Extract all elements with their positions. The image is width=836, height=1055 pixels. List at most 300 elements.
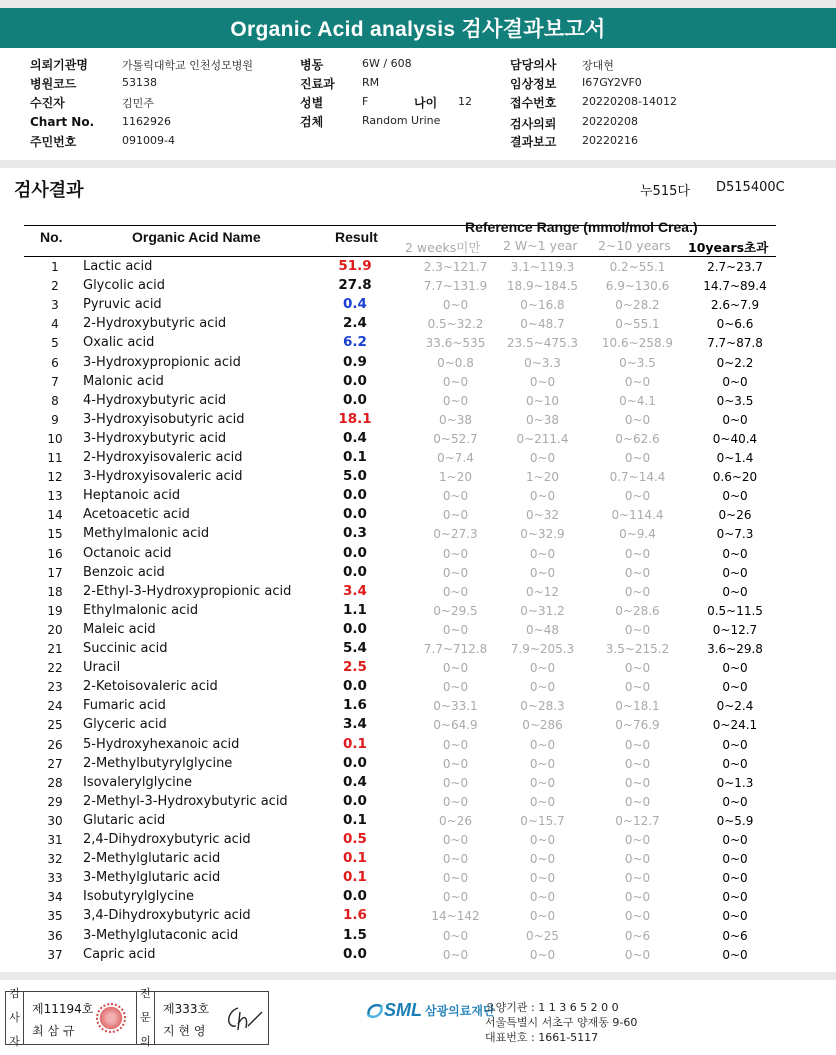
- row-acid-name: 3-Methylglutaconic acid: [83, 927, 239, 943]
- row-range-over-10y: 0~40.4: [712, 431, 758, 446]
- row-no: 9: [51, 412, 59, 427]
- row-range-under-2-weeks: 0~0: [442, 928, 469, 943]
- row-range-2w-1y: 1~20: [526, 470, 559, 485]
- logo-mark-icon: [366, 1002, 384, 1020]
- row-no: 20: [47, 622, 63, 637]
- row-acid-name: 2-Hydroxyisovaleric acid: [83, 450, 243, 465]
- sml-logo: [366, 1000, 495, 1021]
- row-no: 21: [47, 642, 63, 656]
- table-row: [0, 449, 836, 468]
- row-range-2-10y: 6.9~130.6: [605, 279, 670, 294]
- row-range-2-10y: 0~0: [624, 546, 651, 561]
- row-range-over-10y: 0~0: [722, 756, 748, 771]
- report-footer: [0, 980, 836, 1055]
- row-no: 7: [51, 374, 59, 389]
- row-range-under-2-weeks: 0~0: [442, 298, 469, 313]
- table-row: [0, 812, 836, 831]
- row-range-2w-1y: 0~0: [529, 909, 556, 924]
- table-row: [0, 831, 836, 850]
- doctor-value: 장대현: [582, 59, 614, 72]
- row-acid-name: 2-Methylbutyrylglycine: [83, 755, 233, 771]
- row-result: 0.0: [343, 620, 367, 637]
- table-row: [0, 277, 836, 296]
- row-no: 6: [51, 355, 59, 370]
- row-range-over-10y: 0~12.7: [712, 622, 758, 637]
- patient-label: 수진자: [30, 96, 65, 110]
- row-range-2-10y: 0~0: [624, 756, 651, 771]
- row-result: 0.1: [343, 850, 367, 867]
- col-header-range-3: 2~10 years: [598, 238, 671, 253]
- row-range-over-10y: 0~0: [722, 737, 748, 752]
- row-range-over-10y: 0~0: [722, 890, 748, 905]
- row-result: 2.4: [343, 315, 367, 332]
- receipt-label: 접수번호: [510, 96, 557, 110]
- tester-label: 검 사 자: [6, 992, 24, 1044]
- row-range-2-10y: 0.7~14.4: [609, 470, 666, 485]
- row-range-under-2-weeks: 0~0: [442, 852, 469, 867]
- row-range-2-10y: 0~0: [624, 947, 651, 962]
- row-result: 0.0: [343, 487, 367, 504]
- logo-text: SML: [384, 1000, 422, 1020]
- row-no: 8: [51, 393, 59, 408]
- row-no: 28: [47, 775, 63, 790]
- hospital-code-label: 병원코드: [30, 77, 77, 91]
- row-no: 5: [51, 336, 59, 351]
- row-range-2w-1y: 0~32.9: [520, 527, 565, 542]
- row-no: 34: [47, 890, 63, 905]
- row-result: 2.5: [343, 659, 367, 676]
- row-range-2w-1y: 7.9~205.3: [510, 642, 575, 656]
- row-range-under-2-weeks: 0~0: [442, 565, 469, 580]
- row-range-over-10y: 0~2.4: [716, 699, 754, 714]
- specimen-value: Random Urine: [362, 114, 441, 127]
- row-acid-name: Octanoic acid: [83, 545, 172, 561]
- row-range-under-2-weeks: 0~0: [442, 508, 469, 523]
- row-range-2-10y: 0~0: [624, 871, 651, 886]
- row-result: 0.0: [343, 506, 367, 523]
- row-range-under-2-weeks: 0~0: [442, 775, 469, 790]
- row-range-2w-1y: 0~286: [522, 718, 563, 733]
- institution-label: 의뢰기관명: [30, 58, 88, 72]
- row-range-over-10y: 7.7~87.8: [707, 336, 763, 351]
- row-range-over-10y: 0.5~11.5: [707, 603, 763, 618]
- row-range-2w-1y: 0~0: [529, 794, 556, 809]
- table-row: [0, 946, 836, 965]
- row-range-2-10y: 0~0: [624, 489, 651, 504]
- row-result: 1.5: [343, 926, 367, 943]
- row-acid-name: 2-Ketoisovaleric acid: [83, 679, 218, 695]
- row-range-2-10y: 0~0: [624, 890, 651, 905]
- row-range-under-2-weeks: 0~0: [442, 622, 469, 637]
- row-result: 27.8: [338, 277, 372, 294]
- row-range-2w-1y: 0~0: [529, 947, 556, 962]
- row-range-under-2-weeks: 0~29.5: [433, 603, 478, 618]
- col-header-no: No.: [40, 229, 63, 245]
- table-row: [0, 525, 836, 544]
- row-range-2w-1y: 0~0: [529, 775, 556, 790]
- specialist-name: 지 현 영: [163, 1024, 206, 1038]
- row-acid-name: Pyruvic acid: [83, 297, 162, 313]
- report-date-label: 결과보고: [510, 135, 557, 149]
- row-no: 12: [47, 470, 63, 485]
- sex-value: F: [362, 95, 369, 108]
- row-acid-name: Isobutyrylglycine: [83, 889, 195, 905]
- patient-info: [0, 48, 836, 160]
- row-range-2w-1y: 0~0: [529, 661, 556, 676]
- row-range-under-2-weeks: 0~33.1: [433, 699, 478, 714]
- row-acid-name: Capric acid: [83, 946, 156, 962]
- row-range-under-2-weeks: 0~38: [439, 412, 472, 427]
- row-range-2w-1y: 0~15.7: [520, 813, 565, 828]
- row-acid-name: Glyceric acid: [83, 717, 167, 733]
- row-range-under-2-weeks: 7.7~131.9: [423, 279, 488, 294]
- table-row: [0, 411, 836, 430]
- phone: 대표번호 : 1661-5117: [485, 1031, 599, 1044]
- row-range-over-10y: 0~24.1: [712, 718, 758, 733]
- row-result: 3.4: [343, 582, 367, 599]
- row-result: 1.6: [343, 907, 367, 924]
- row-range-2w-1y: 0~0: [529, 489, 556, 504]
- row-range-2w-1y: 0~0: [529, 546, 556, 561]
- row-no: 23: [47, 680, 63, 695]
- row-range-2-10y: 0~3.5: [619, 355, 656, 370]
- row-range-under-2-weeks: 0~0: [442, 871, 469, 886]
- table-row: [0, 602, 836, 621]
- row-range-2w-1y: 0~0: [529, 680, 556, 695]
- row-result: 51.9: [338, 258, 372, 274]
- request-date-label: 검사의뢰: [510, 117, 557, 131]
- row-range-2w-1y: 3.1~119.3: [510, 260, 575, 274]
- row-range-2-10y: 0~0: [624, 852, 651, 867]
- section-title: 검사결과: [14, 180, 84, 201]
- row-range-under-2-weeks: 0~0: [442, 546, 469, 561]
- row-range-over-10y: 0~0: [722, 565, 748, 580]
- specimen-label: 검체: [300, 115, 324, 129]
- row-range-over-10y: 0~6: [722, 928, 748, 943]
- row-no: 26: [47, 737, 63, 752]
- row-result: 0.1: [343, 449, 367, 465]
- row-no: 4: [51, 317, 59, 332]
- report-code-1: 누515다: [640, 184, 690, 199]
- table-row: [0, 736, 836, 755]
- table-row: [0, 659, 836, 678]
- address: 서울특별시 서초구 양재동 9-60: [485, 1016, 638, 1029]
- table-row: [0, 334, 836, 353]
- row-range-2-10y: 0~0: [624, 412, 651, 427]
- row-range-2-10y: 0~9.4: [619, 527, 656, 542]
- row-range-2w-1y: 0~16.8: [520, 298, 565, 313]
- row-range-2-10y: 0~12.7: [615, 813, 660, 828]
- table-row: [0, 583, 836, 602]
- row-range-2-10y: 0~0: [624, 794, 651, 809]
- row-no: 29: [47, 794, 63, 809]
- row-range-under-2-weeks: 0~64.9: [433, 718, 478, 733]
- row-acid-name: 3-Hydroxybutyric acid: [83, 430, 227, 446]
- receipt-value: 20220208-14012: [582, 95, 677, 108]
- row-range-under-2-weeks: 0~0: [442, 947, 469, 962]
- row-no: 15: [47, 527, 63, 542]
- row-result: 0.9: [343, 353, 367, 370]
- results-section: [0, 168, 836, 972]
- row-range-over-10y: 2.7~23.7: [707, 260, 763, 274]
- table-row: [0, 888, 836, 907]
- row-result: 0.1: [343, 869, 367, 886]
- row-result: 0.0: [343, 945, 367, 962]
- row-acid-name: 3-Hydroxypropionic acid: [83, 354, 241, 370]
- row-range-2w-1y: 0~0: [529, 890, 556, 905]
- row-range-over-10y: 0~0: [722, 852, 748, 867]
- row-range-over-10y: 0~0: [722, 374, 748, 389]
- row-no: 35: [47, 909, 63, 924]
- request-date-value: 20220208: [582, 115, 638, 128]
- tester-name: 최 삼 규: [32, 1024, 75, 1038]
- col-header-range-4: 10years초과: [688, 240, 769, 255]
- row-acid-name: 2-Methylglutaric acid: [83, 851, 221, 867]
- table-row: [0, 315, 836, 334]
- row-range-over-10y: 0~5.9: [716, 813, 754, 828]
- signature-box: [5, 987, 269, 1048]
- row-range-over-10y: 0~0: [722, 871, 748, 886]
- row-range-over-10y: 0~0: [722, 909, 748, 924]
- row-range-under-2-weeks: 7.7~712.8: [423, 642, 488, 656]
- row-range-2-10y: 0~114.4: [611, 508, 664, 523]
- row-range-2-10y: 0~0: [624, 622, 651, 637]
- row-range-2w-1y: 0~25: [526, 928, 559, 943]
- row-range-2w-1y: 0~10: [526, 393, 559, 408]
- row-result: 0.4: [343, 429, 367, 446]
- table-row: [0, 564, 836, 583]
- row-no: 14: [47, 508, 63, 523]
- resident-no-label: 주민번호: [30, 135, 77, 149]
- row-range-under-2-weeks: 0~0: [442, 833, 469, 847]
- row-result: 1.1: [343, 601, 367, 618]
- doctor-label: 담당의사: [510, 58, 557, 72]
- row-range-under-2-weeks: 0~7.4: [437, 451, 474, 465]
- seal-stamp-icon: [96, 1003, 126, 1033]
- row-range-over-10y: 0~0: [722, 794, 748, 809]
- col-header-result: Result: [335, 229, 378, 245]
- table-row: [0, 869, 836, 888]
- row-range-under-2-weeks: 33.6~535: [425, 336, 486, 351]
- report-code-2: D515400C: [716, 180, 785, 195]
- row-no: 11: [47, 451, 63, 465]
- row-range-2w-1y: 0~3.3: [524, 355, 561, 370]
- row-no: 19: [47, 603, 63, 618]
- row-no: 2: [51, 279, 59, 294]
- table-row: [0, 487, 836, 506]
- row-no: 31: [47, 833, 63, 847]
- row-result: 0.4: [343, 296, 367, 313]
- row-range-2w-1y: 0~31.2: [520, 603, 565, 618]
- row-no: 22: [47, 661, 63, 676]
- row-range-2-10y: 0~6: [624, 928, 651, 943]
- row-range-over-10y: 0~0: [722, 661, 748, 676]
- row-no: 3: [51, 298, 59, 313]
- row-no: 10: [47, 431, 63, 446]
- row-range-2-10y: 0~0: [624, 680, 651, 695]
- row-no: 32: [47, 852, 63, 867]
- chart-no-value: 1162926: [122, 115, 171, 128]
- col-header-range-2: 2 W~1 year: [503, 238, 578, 253]
- row-range-over-10y: 0~7.3: [716, 527, 754, 542]
- col-header-name: Organic Acid Name: [132, 229, 261, 245]
- row-acid-name: 5-Hydroxyhexanoic acid: [83, 736, 240, 752]
- row-range-2w-1y: 0~0: [529, 756, 556, 771]
- row-result: 5.0: [343, 468, 367, 485]
- row-acid-name: Methylmalonic acid: [83, 526, 210, 542]
- row-range-2-10y: 0~0: [624, 737, 651, 752]
- table-row: [0, 678, 836, 697]
- table-row: [0, 354, 836, 373]
- row-acid-name: 3-Hydroxyisobutyric acid: [83, 411, 245, 427]
- row-range-2-10y: 0~0: [624, 909, 651, 924]
- table-row: [0, 907, 836, 926]
- row-range-under-2-weeks: 0~26: [439, 813, 472, 828]
- row-range-over-10y: 3.6~29.8: [707, 642, 763, 656]
- row-acid-name: 2-Ethyl-3-Hydroxypropionic acid: [83, 583, 292, 599]
- row-range-under-2-weeks: 0~0: [442, 737, 469, 752]
- row-acid-name: Acetoacetic acid: [83, 507, 190, 523]
- row-range-2-10y: 10.6~258.9: [601, 336, 674, 351]
- row-range-under-2-weeks: 0~0: [442, 680, 469, 695]
- row-result: 0.4: [343, 773, 367, 790]
- row-acid-name: 2-Hydroxybutyric acid: [83, 316, 227, 332]
- header-bottom-rule: [24, 256, 776, 257]
- row-range-2w-1y: 0~0: [529, 451, 556, 465]
- patient-value: 김민주: [122, 97, 154, 110]
- report-date-value: 20220216: [582, 134, 638, 147]
- table-row: [0, 373, 836, 392]
- row-range-2w-1y: 0~32: [526, 508, 559, 523]
- row-result: 0.3: [343, 525, 367, 542]
- dept-label: 진료과: [300, 77, 335, 91]
- row-result: 0.0: [343, 792, 367, 809]
- table-row: [0, 774, 836, 793]
- row-range-under-2-weeks: 14~142: [431, 909, 480, 924]
- row-result: 3.4: [343, 716, 367, 733]
- row-range-2w-1y: 0~0: [529, 565, 556, 580]
- row-acid-name: 3-Methylglutaric acid: [83, 870, 221, 886]
- row-range-under-2-weeks: 0~0: [442, 794, 469, 809]
- row-range-under-2-weeks: 0~0: [442, 393, 469, 408]
- row-range-2w-1y: 18.9~184.5: [506, 279, 579, 294]
- row-result: 0.0: [343, 391, 367, 408]
- institution-code: 요양기관 : 1 1 3 6 5 2 0 0: [485, 1001, 619, 1014]
- row-range-2-10y: 0~28.2: [615, 298, 660, 313]
- table-row: [0, 793, 836, 812]
- row-result: 0.1: [343, 811, 367, 828]
- row-range-2-10y: 0~0: [624, 374, 651, 389]
- row-range-2w-1y: 23.5~475.3: [506, 336, 579, 351]
- table-row: [0, 755, 836, 774]
- table-row: [0, 506, 836, 525]
- row-result: 6.2: [343, 334, 367, 351]
- row-no: 1: [51, 260, 59, 274]
- row-range-2-10y: 0~0: [624, 584, 651, 599]
- row-result: 0.0: [343, 888, 367, 905]
- row-acid-name: Benzoic acid: [83, 564, 165, 580]
- row-result: 0.0: [343, 544, 367, 561]
- clinical-label: 임상정보: [510, 77, 557, 91]
- row-acid-name: Isovalerylglycine: [83, 774, 193, 790]
- row-no: 25: [47, 718, 63, 733]
- row-range-2-10y: 3.5~215.2: [605, 642, 670, 656]
- row-result: 0.0: [343, 372, 367, 389]
- table-row: [0, 621, 836, 640]
- ward-label: 병동: [300, 58, 324, 72]
- row-acid-name: Heptanoic acid: [83, 488, 181, 504]
- specialist-label: 전 문 의: [137, 992, 155, 1044]
- row-range-over-10y: 0~1.4: [716, 451, 754, 465]
- row-acid-name: Malonic acid: [83, 373, 164, 389]
- tester-license-no: 제11194호: [32, 1002, 94, 1016]
- row-result: 18.1: [338, 410, 372, 427]
- chart-no-label: Chart No.: [30, 115, 95, 129]
- row-acid-name: Ethylmalonic acid: [83, 602, 199, 618]
- row-range-over-10y: 2.6~7.9: [710, 298, 760, 313]
- row-range-over-10y: 0~0: [722, 680, 748, 695]
- ward-value: 6W / 608: [362, 57, 412, 70]
- row-no: 37: [47, 947, 63, 962]
- row-range-2-10y: 0~62.6: [615, 431, 660, 446]
- row-no: 36: [47, 928, 63, 943]
- row-result: 0.0: [343, 678, 367, 695]
- row-no: 33: [47, 871, 63, 886]
- row-range-2-10y: 0.2~55.1: [609, 260, 666, 274]
- row-range-2-10y: 0~4.1: [619, 393, 656, 408]
- age-label: 나이: [414, 96, 438, 110]
- row-range-2w-1y: 0~0: [529, 852, 556, 867]
- row-range-2-10y: 0~0: [624, 775, 651, 790]
- table-row: [0, 468, 836, 487]
- row-acid-name: 2-Methyl-3-Hydroxybutyric acid: [83, 793, 288, 809]
- table-row: [0, 258, 836, 277]
- row-range-under-2-weeks: 0~0: [442, 756, 469, 771]
- row-range-under-2-weeks: 2.3~121.7: [423, 260, 488, 274]
- row-range-2w-1y: 0~48.7: [520, 317, 565, 332]
- row-no: 18: [47, 584, 63, 599]
- row-acid-name: 3-Hydroxyisovaleric acid: [83, 469, 243, 485]
- row-range-2w-1y: 0~38: [526, 412, 559, 427]
- table-row: [0, 697, 836, 716]
- row-range-over-10y: 0~1.3: [716, 775, 754, 790]
- row-result: 0.0: [343, 754, 367, 771]
- row-range-over-10y: 14.7~89.4: [703, 279, 767, 294]
- row-acid-name: Glycolic acid: [83, 278, 165, 294]
- row-range-2-10y: 0~28.6: [615, 603, 660, 618]
- row-range-2w-1y: 0~0: [529, 833, 556, 847]
- row-range-2-10y: 0~0: [624, 833, 651, 847]
- institution-value: 가톨릭대학교 인천성모병원: [122, 59, 254, 72]
- hospital-code-value: 53138: [122, 76, 157, 89]
- row-acid-name: Uracil: [83, 660, 121, 676]
- col-header-reference: Reference Range (mmol/mol Crea.): [465, 219, 698, 235]
- row-range-2w-1y: 0~211.4: [516, 431, 569, 446]
- table-row: [0, 716, 836, 735]
- row-range-over-10y: 0~26: [718, 508, 752, 523]
- row-range-under-2-weeks: 0~0.8: [437, 355, 474, 370]
- dept-value: RM: [362, 76, 380, 89]
- row-range-over-10y: 0~0: [722, 584, 748, 599]
- row-range-over-10y: 0~0: [722, 947, 748, 962]
- row-range-2-10y: 0~18.1: [615, 699, 660, 714]
- row-range-over-10y: 0~0: [722, 546, 748, 561]
- row-no: 30: [47, 813, 63, 828]
- row-range-under-2-weeks: 0~0: [442, 890, 469, 905]
- table-row: [0, 392, 836, 411]
- table-row: [0, 850, 836, 869]
- table-row: [0, 927, 836, 946]
